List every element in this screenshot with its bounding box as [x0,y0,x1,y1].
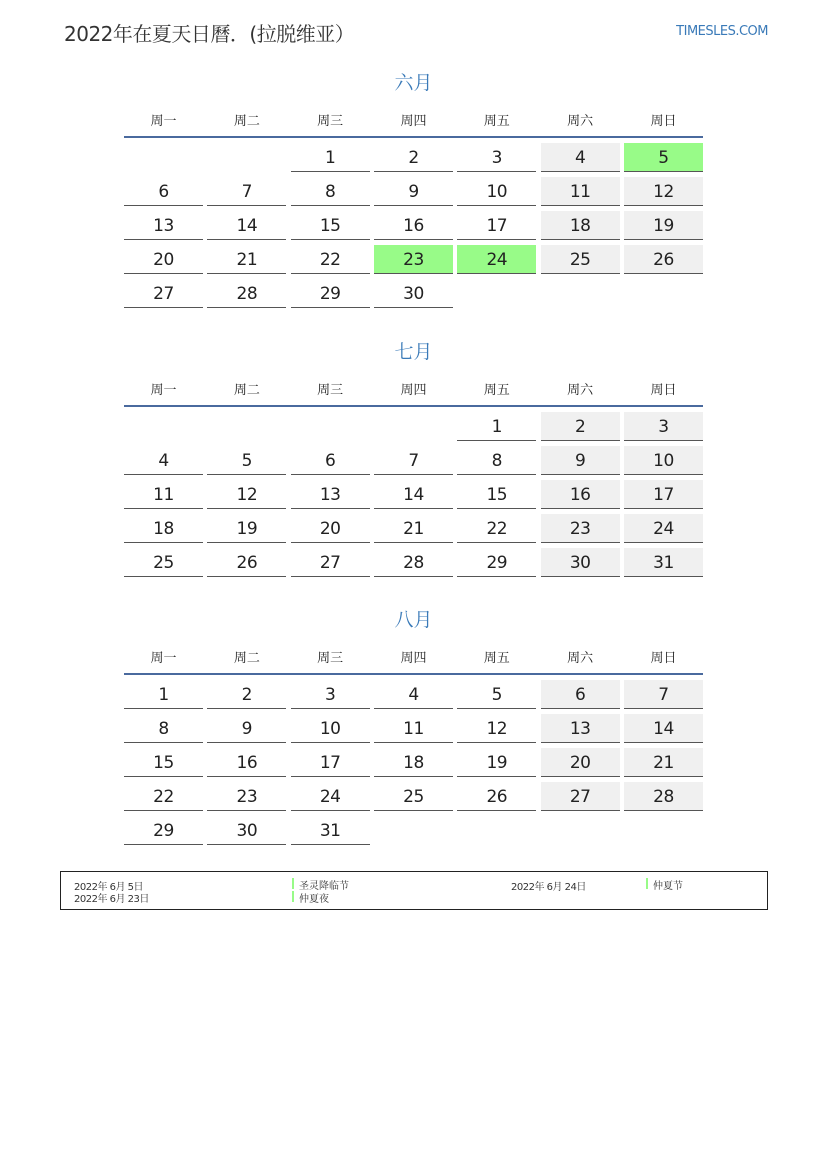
day-cell: 3 [624,412,703,441]
day-cell: 7 [374,446,453,475]
day-cell: 22 [291,245,370,274]
day-cell: 18 [124,514,203,543]
day-cell: 28 [374,548,453,577]
day-cell: 24 [291,782,370,811]
weekday-header [124,639,703,673]
day-cell: 22 [457,514,536,543]
day-cell: 5 [457,680,536,709]
day-cell: 1 [457,412,536,441]
day-cell: 21 [374,514,453,543]
day-cell: 18 [541,211,620,240]
day-cell: 11 [374,714,453,743]
day-cell: 13 [541,714,620,743]
weekday-label: 周五 [483,650,510,666]
day-cell: 5 [207,446,286,475]
day-cell: 3 [457,143,536,172]
day-cell: 12 [624,177,703,206]
day-cell: 26 [457,782,536,811]
day-cell: 4 [541,143,620,172]
day-cell: 25 [124,548,203,577]
weekday-label: 周日 [650,650,677,666]
day-cell: 8 [124,714,203,743]
empty-day-cell [207,143,286,172]
month-title: 七月 [394,341,433,363]
day-cell: 25 [374,782,453,811]
day-cell: 3 [291,680,370,709]
day-cell: 7 [624,680,703,709]
day-cell: 31 [624,548,703,577]
day-cell: 2 [541,412,620,441]
day-cell: 16 [374,211,453,240]
day-cell: 6 [541,680,620,709]
weekday-label: 周一 [150,382,177,398]
day-grid [124,680,703,845]
day-cell: 30 [374,279,453,308]
day-cell: 10 [624,446,703,475]
day-cell: 9 [374,177,453,206]
empty-day-cell [207,412,286,441]
day-cell: 20 [291,514,370,543]
day-cell: 9 [207,714,286,743]
weekday-label: 周六 [567,650,594,666]
weekday-label: 周日 [650,382,677,398]
day-cell: 6 [124,177,203,206]
header-rule [124,405,703,407]
weekday-header [124,102,703,136]
weekday-header [124,371,703,405]
day-cell: 26 [207,548,286,577]
holiday-day-cell: 23 [374,245,453,274]
legend-holiday-name: 圣灵降临节 [292,877,349,892]
day-cell: 30 [541,548,620,577]
weekday-label: 周三 [317,113,344,129]
day-cell: 18 [374,748,453,777]
day-cell: 19 [624,211,703,240]
holiday-day-cell: 24 [457,245,536,274]
day-cell: 30 [207,816,286,845]
day-cell: 19 [207,514,286,543]
weekday-label: 周五 [483,113,510,129]
legend-holiday-name: 仲夏节 [646,877,683,892]
weekday-label: 周六 [567,382,594,398]
day-cell: 22 [124,782,203,811]
legend-holiday-name: 仲夏夜 [292,890,329,905]
day-cell: 29 [291,279,370,308]
weekday-label: 周日 [650,113,677,129]
day-grid [124,143,703,308]
header-rule [124,136,703,138]
weekday-label: 周一 [150,650,177,666]
weekday-label: 周五 [483,382,510,398]
day-cell: 17 [291,748,370,777]
day-cell: 8 [291,177,370,206]
day-cell: 26 [624,245,703,274]
day-cell: 17 [624,480,703,509]
day-cell: 15 [291,211,370,240]
weekday-label: 周二 [233,650,260,666]
page-title: 2022年在夏天日曆．(拉脱维亚） [64,22,355,46]
day-cell: 15 [124,748,203,777]
weekday-label: 周一 [150,113,177,129]
day-cell: 16 [541,480,620,509]
day-cell: 21 [624,748,703,777]
brand-link[interactable]: TIMESLES.COM [676,24,768,39]
day-cell: 19 [457,748,536,777]
day-cell: 8 [457,446,536,475]
day-cell: 16 [207,748,286,777]
header-rule [124,673,703,675]
day-cell: 31 [291,816,370,845]
legend-date: 2022年 6月 24日 [511,882,586,893]
legend-date: 2022年 6月 5日 [74,882,144,893]
day-cell: 14 [374,480,453,509]
weekday-label: 周四 [400,113,427,129]
day-cell: 6 [291,446,370,475]
day-cell: 20 [541,748,620,777]
empty-day-cell [291,412,370,441]
legend-date: 2022年 6月 23日 [74,894,149,905]
day-cell: 28 [207,279,286,308]
day-cell: 29 [457,548,536,577]
weekday-label: 周三 [317,650,344,666]
month-july [124,337,703,577]
weekday-label: 周三 [317,382,344,398]
day-cell: 23 [541,514,620,543]
day-cell: 13 [124,211,203,240]
empty-day-cell [124,412,203,441]
weekday-label: 周六 [567,113,594,129]
holiday-legend [60,871,768,910]
weekday-label: 周四 [400,382,427,398]
day-cell: 14 [207,211,286,240]
month-august [124,605,703,845]
month-title: 六月 [394,72,433,94]
day-cell: 27 [541,782,620,811]
day-cell: 25 [541,245,620,274]
day-cell: 17 [457,211,536,240]
day-cell: 7 [207,177,286,206]
day-cell: 10 [457,177,536,206]
day-cell: 11 [124,480,203,509]
day-grid [124,412,703,577]
day-cell: 10 [291,714,370,743]
day-cell: 12 [207,480,286,509]
day-cell: 20 [124,245,203,274]
day-cell: 11 [541,177,620,206]
day-cell: 29 [124,816,203,845]
empty-day-cell [124,143,203,172]
day-cell: 2 [374,143,453,172]
weekday-label: 周二 [233,382,260,398]
holiday-day-cell: 5 [624,143,703,172]
day-cell: 24 [624,514,703,543]
day-cell: 1 [124,680,203,709]
month-title: 八月 [394,609,433,631]
day-cell: 28 [624,782,703,811]
day-cell: 21 [207,245,286,274]
weekday-label: 周四 [400,650,427,666]
day-cell: 2 [207,680,286,709]
weekday-label: 周二 [233,113,260,129]
day-cell: 13 [291,480,370,509]
day-cell: 27 [124,279,203,308]
day-cell: 15 [457,480,536,509]
day-cell: 27 [291,548,370,577]
day-cell: 12 [457,714,536,743]
empty-day-cell [374,412,453,441]
day-cell: 4 [124,446,203,475]
day-cell: 1 [291,143,370,172]
day-cell: 4 [374,680,453,709]
month-june [124,68,703,308]
day-cell: 23 [207,782,286,811]
day-cell: 14 [624,714,703,743]
day-cell: 9 [541,446,620,475]
